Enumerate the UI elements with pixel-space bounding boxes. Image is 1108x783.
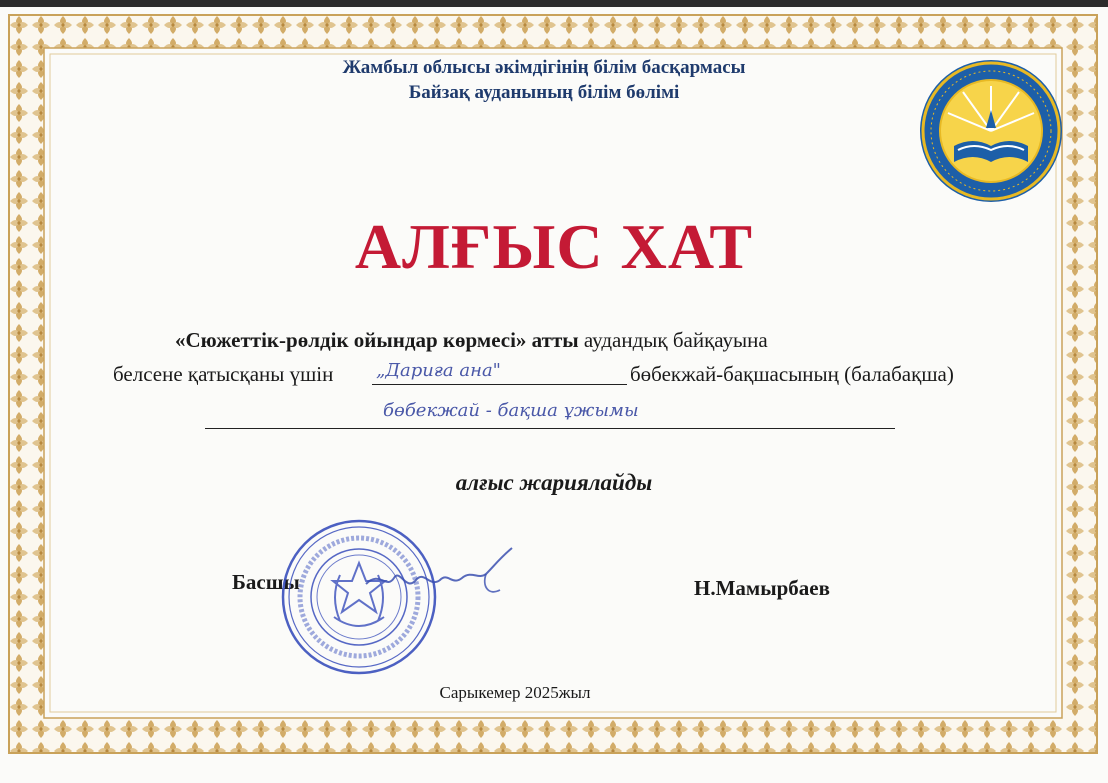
place-and-year: Сарыкемер 2025жыл — [439, 683, 591, 702]
handwritten-kindergarten-name: „Дариға ана" — [376, 360, 501, 381]
event-name: «Сюжеттік-рөлдік ойындар көрмесі» атты — [175, 328, 579, 352]
body-line-2-suffix: бөбекжай-бақшасының (балабақша) — [630, 362, 954, 386]
signatory-name: Н.Мамырбаев — [694, 576, 830, 600]
issuer-line-2: Байзақ ауданының білім бөлімі — [408, 82, 680, 103]
certificate-title: АЛҒЫС ХАТ — [354, 211, 754, 282]
body-line-1-rest: аудандық байқауына — [578, 328, 768, 352]
signatory-title: Басшы — [232, 570, 300, 594]
handwritten-signature — [360, 540, 520, 610]
top-strip — [0, 0, 1108, 7]
body-line-2-prefix: белсене қатысқаны үшін — [113, 362, 334, 386]
body-line-1 — [175, 328, 768, 353]
issuer-line-1: Жамбыл облысы әкімдігінің білім басқармасы — [342, 57, 746, 78]
fill-in-underline-1 — [372, 384, 627, 385]
fill-in-underline-2 — [205, 428, 895, 429]
education-emblem-logo — [918, 58, 1064, 204]
handwritten-recipient: бөбекжай - бақша ұжымы — [383, 400, 639, 421]
closing-phrase: алғыс жариялайды — [455, 470, 653, 495]
